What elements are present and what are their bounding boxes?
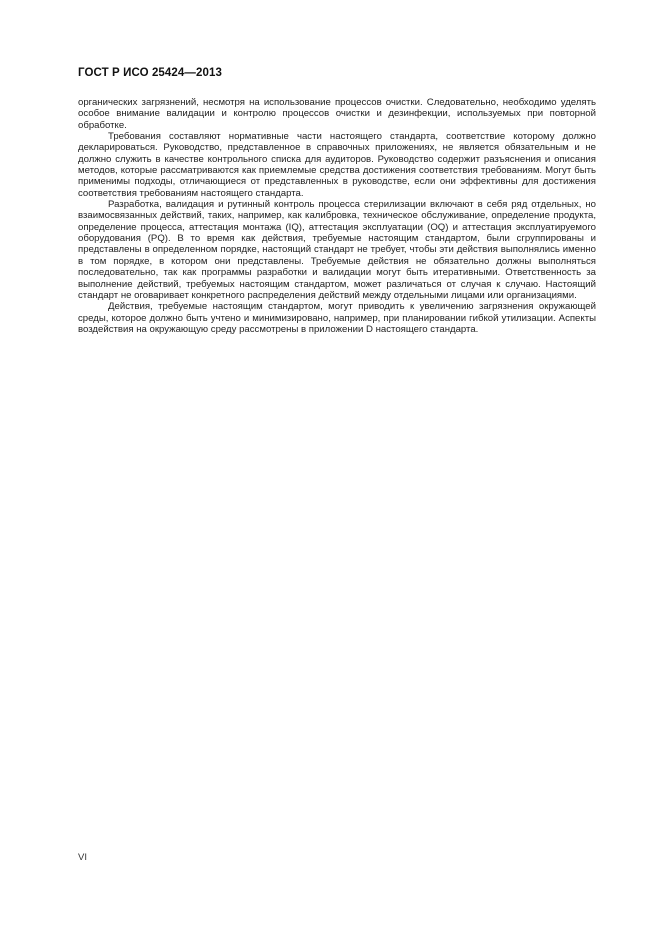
paragraph-2: Требования составляют нормативные части настоящего стандарта, соответствие которому должно декларироваться. Руководство, представленное в справочных приложениях, не является обязательным и не должно служить в качестве контрольного списка для аудиторов. Руководство содержит разъяснения и описания методов, которые рассматриваются как приемлемые средства достижения соответствия требованиям. Могут быть применимы подходы, отличающиеся от представленных в руководстве, если они эффективны для достижения соответствия требованиям настоящего стандарта. [78,131,596,199]
paragraph-3: Разработка, валидация и рутинный контроль процесса стерилизации включают в себя ряд отдельных, но взаимосвязанных действий, таких, например, как калибровка, техническое обслуживание, определение продукта, определение процесса, аттестация монтажа (IQ), аттестация эксплуатации (OQ) и аттестация эксплуатируемого оборудования (PQ). В то время как действия, требуемые настоящим стандартом, были сгруппированы и представлены в определенном порядке, настоящий стандарт не требует, чтобы эти действия выполнялись именно в том порядке, в котором они представлены. Требуемые действия не обязательно должны выполняться последовательно, так как программы разработки и валидации могут быть итеративными. Ответственность за выполнение действий, требуемых настоящим стандартом, может различаться от случая к случаю. Настоящий стандарт не оговаривает конкретного распределения действий между отдельными лицами или организациями. [78,199,596,301]
page-number: VI [78,852,87,863]
document-header: ГОСТ Р ИСО 25424—2013 [78,67,223,79]
paragraph-4: Действия, требуемые настоящим стандартом, могут приводить к увеличению загрязнения окружающей среды, которое должно быть учтено и минимизировано, например, при планировании гибкой утилизации. Аспекты воздействия на окружающую среду рассмотрены в приложении D настоящего стандарта. [78,301,596,335]
body-text [78,97,596,335]
paragraph-1: органических загрязнений, несмотря на использование процессов очистки. Следовательно, необходимо уделять особое внимание валидации и контролю процессов очистки и дезинфекции, используемых при повторной обработке. [78,97,596,131]
